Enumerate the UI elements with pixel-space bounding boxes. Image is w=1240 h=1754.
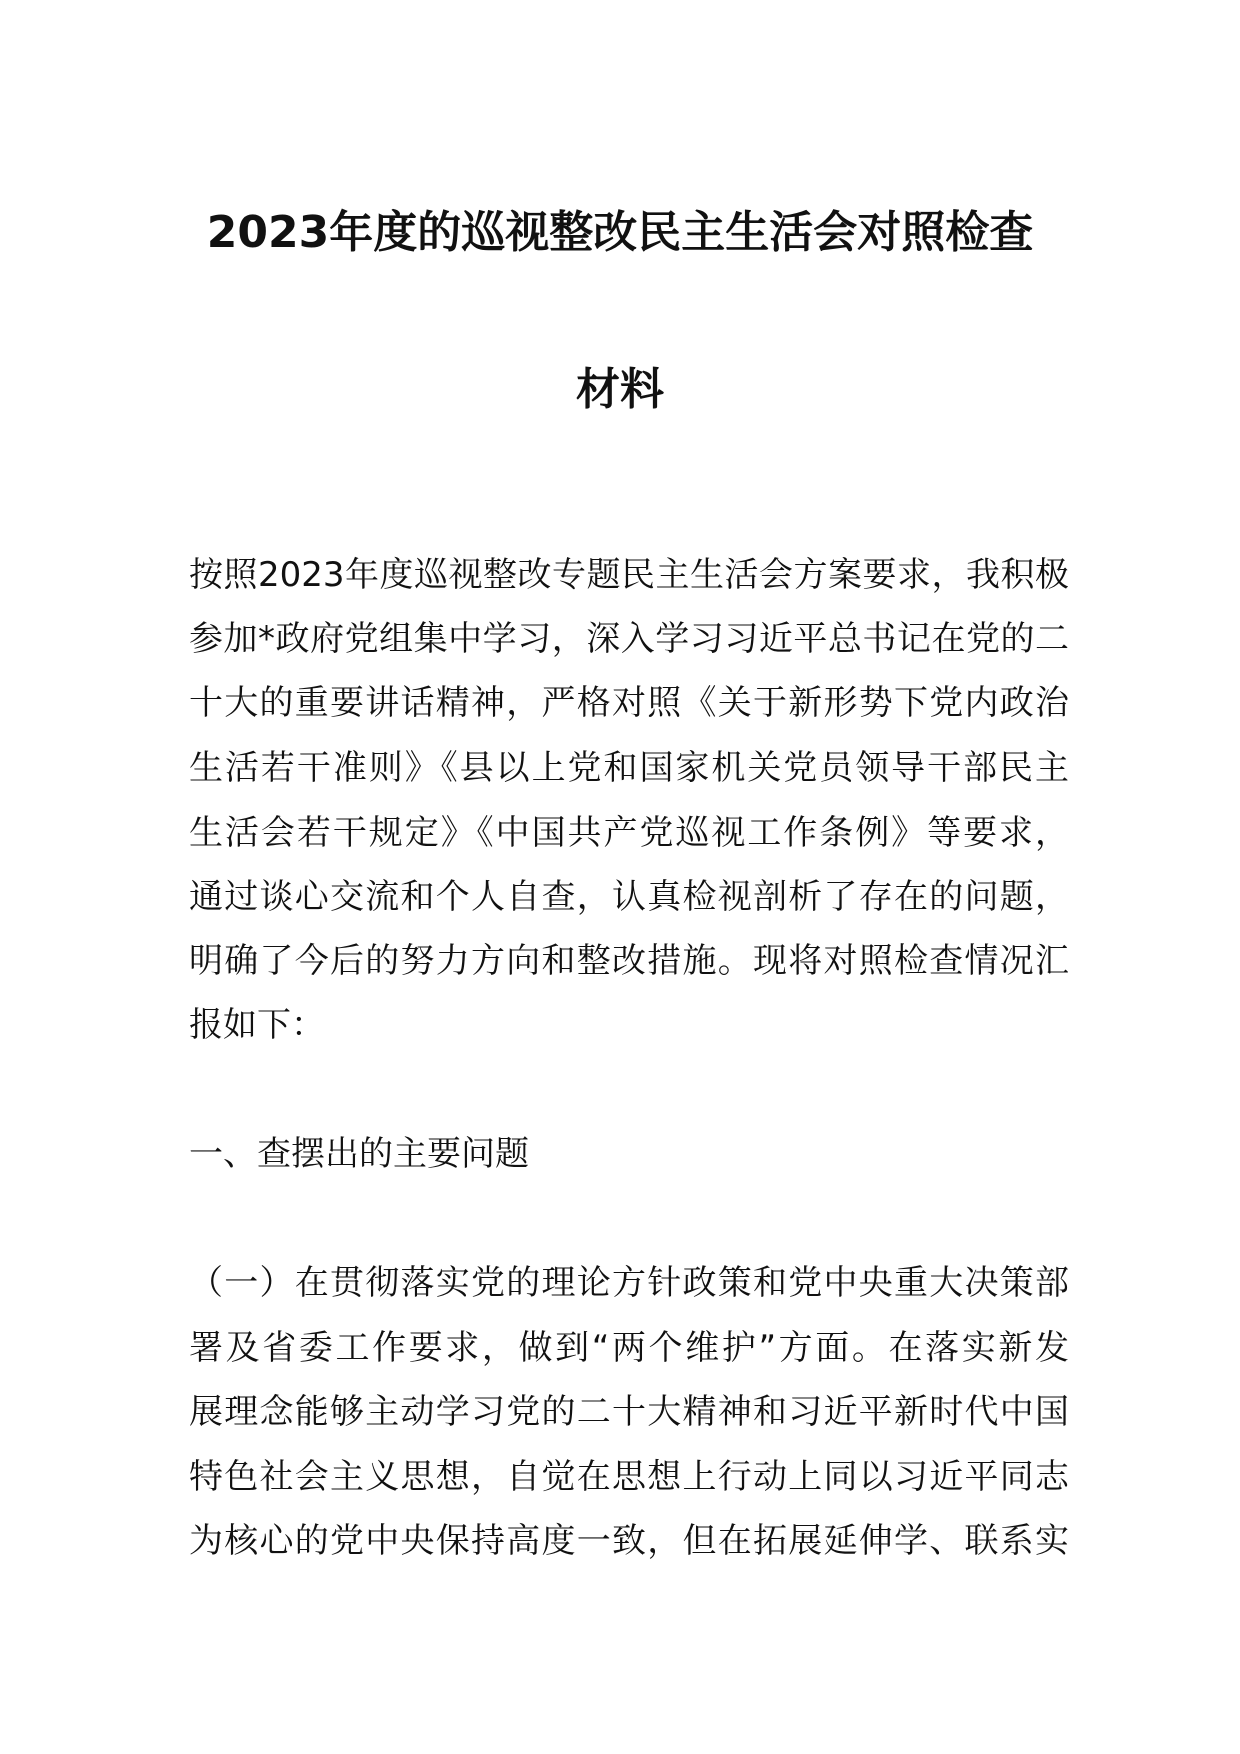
subsection-line: 特色社会主义思想，自觉在思想上行动上同以习近平同志 bbox=[189, 1457, 1069, 1497]
subsection-line: （一）在贯彻落实党的理论方针政策和党中央重大决策部 bbox=[189, 1263, 1069, 1303]
document-title-line-2: 材料 bbox=[576, 364, 664, 415]
intro-line: 明确了今后的努力方向和整改措施。现将对照检查情况汇 bbox=[189, 941, 1069, 981]
intro-line: 十大的重要讲话精神，严格对照《关于新形势下党内政治 bbox=[189, 683, 1069, 723]
intro-line: 报如下： bbox=[189, 1005, 325, 1045]
intro-line: 生活会若干规定》《中国共产党巡视工作条例》等要求， bbox=[189, 813, 1069, 853]
intro-line: 通过谈心交流和个人自查，认真检视剖析了存在的问题， bbox=[189, 877, 1069, 917]
document-title-line-1: 2023年度的巡视整改民主生活会对照检查 bbox=[206, 207, 1034, 258]
subsection-line: 展理念能够主动学习党的二十大精神和习近平新时代中国 bbox=[189, 1392, 1069, 1432]
subsection-line: 署及省委工作要求，做到“两个维护”方面。在落实新发 bbox=[189, 1328, 1069, 1368]
intro-line: 按照2023年度巡视整改专题民主生活会方案要求，我积极 bbox=[189, 555, 1069, 595]
intro-line: 参加*政府党组集中学习，深入学习习近平总书记在党的二 bbox=[189, 619, 1069, 659]
subsection-line: 为核心的党中央保持高度一致，但在拓展延伸学、联系实 bbox=[189, 1521, 1069, 1561]
intro-line: 生活若干准则》《县以上党和国家机关党员领导干部民主 bbox=[189, 748, 1069, 788]
section-heading: 一、查摆出的主要问题 bbox=[189, 1134, 529, 1174]
